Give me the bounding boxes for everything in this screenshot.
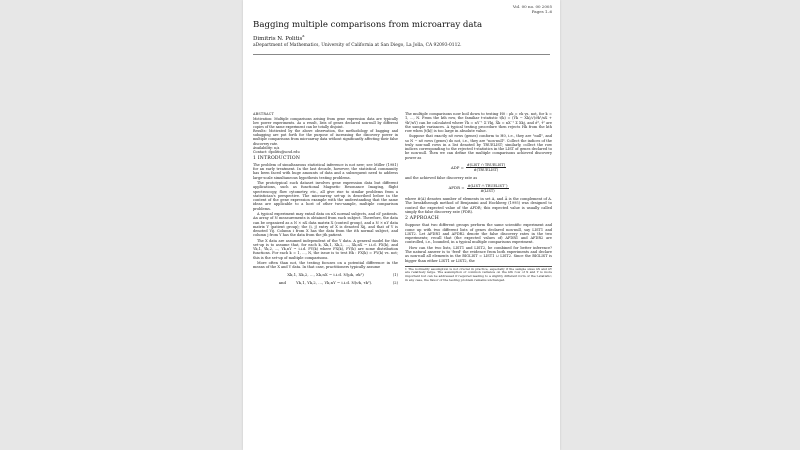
afdr-fraction bbox=[467, 184, 509, 194]
body-paragraph: Suppose that two different groups perform the same scientific experiment and come up with two different lists of genes declared non-null, say LIST1 and LIST2. Let AFDR1 and AFDR2 denote the false discovery rates in the two experiments; recall that (the expected values of) AFDR1 and AFDR2 are controlled, i.e., bounded, in a typical multiple comparisons experiment. bbox=[405, 223, 552, 245]
intro-paragraph: The problem of simultaneous statistical inference is not new; see Miller (1981) for an early treatment. In the last decade, however, the statistical community has been faced with huge amounts of data and a subsequent need to address large-scale simultaneous hypothesis testing problems. bbox=[253, 162, 398, 180]
abstract-contact: Contact: dpolitis@ucsd.edu bbox=[253, 149, 300, 154]
paper-page bbox=[243, 0, 560, 450]
footnote-text: 1 The normality assumption is not crucial in practice, especially if the sample sizes nX and nY are relatively large. The assumption of common variance on the kth row of X and Y is more important but can be addressed if required leading to a slightly different form of the t-statistic; in any case, the flavor of the testing problem remains unchanged. bbox=[405, 266, 552, 282]
body-paragraph: Suppose that exactly n0 rows (genes) conform to H0, i.e., they are "null", and so N − n0 rows (genes) do not, i.e., they are "non-null". Collect the indices of the truly non-null rows in a list denoted by TRUELIST; similarly, collect the row indices corresponding to the rejected t-statistics in the LIST of genes declared to be non-null. Then we can define the multiple comparisons achieved discovery power as bbox=[405, 134, 552, 160]
adp-lhs: ADP = bbox=[450, 164, 464, 170]
right-column bbox=[405, 112, 552, 282]
affiliation: aDepartment of Mathematics, University of California at San Diego, La Jolla, CA 92093-0112. bbox=[253, 43, 462, 48]
equation-1-body: Xk,1, Xk,2, ..., Xk,nX ~ i.i.d. N(μk, σk²) bbox=[287, 271, 364, 277]
equation-2-prefix: and bbox=[278, 279, 287, 285]
left-column bbox=[253, 112, 398, 289]
equation-1 bbox=[253, 273, 398, 277]
afdr-equation bbox=[405, 184, 552, 194]
body-paragraph: The multiple comparisons now boil down to testing H0 : μk = νk vs. not, for k = 1, ..., N. From the kth row, the familiar t-statistic t(k) = (Ȳk − X̄k)/√(σ̂k²/nX + τ̂k²/nY) can be calculated where Ȳk = nY⁻¹ Σ Ykj, X̄k = nX⁻¹ Σ Xkj, and σ̂², τ̂² are the sample variances. A typical testing procedure then rejects Hk from the kth row when |t(k)| is too large in absolute value. bbox=[405, 112, 552, 133]
abstract-label: ABSTRACT bbox=[253, 112, 274, 116]
intro-paragraph: The prototypical such dataset involves gene expression data but different applications, such as functional Magnetic Resonance Imaging, flight spectroscopy, flow cytometry, etc., all give rise to similar problems from a statistician's perspective. The microarray set-up is described below in the context of the gene expression example with the understanding that the same ideas are applicable to a host of other two-sample, multiple comparison problems. bbox=[253, 181, 398, 211]
adp-numerator: #(LIST ∩ TRUELIST) bbox=[466, 162, 506, 167]
journal-header bbox=[513, 4, 552, 14]
body-paragraph: where #(A) denotes number of elements in set A, and Ā is the complement of A. The breakthrough method of Benjamini and Hochberg (1995) was designed to control the expected value of the AFDR; this expected value is usually called simply the false discovery rate (FDR). bbox=[405, 197, 552, 214]
equation-2-number: (2) bbox=[392, 280, 398, 285]
equation-1-number: (1) bbox=[392, 272, 398, 277]
abstract-motivation: Motivation: Multiple comparisons arising from gene expression data are typically low power experiments. As a result, lists of genes declared non-null by different copies of the same experiment can be totally disjoint. bbox=[253, 117, 398, 130]
afdr-denominator: #(LIST) bbox=[480, 188, 495, 193]
footnote bbox=[405, 266, 552, 282]
intro-heading: 1 INTRODUCTION bbox=[253, 155, 301, 161]
equation-2 bbox=[253, 281, 398, 285]
afdr-numerator: #(LIST ∩ TRUELIST‾) bbox=[467, 183, 508, 188]
author-name: Dimitris N. Politis bbox=[253, 35, 303, 42]
approach-heading: 2 APPROACH bbox=[405, 216, 439, 222]
paper-title: Bagging multiple comparisons from microarray data bbox=[253, 20, 483, 30]
page-range: Pages 1–6 bbox=[531, 9, 552, 14]
adp-equation bbox=[405, 163, 552, 173]
abstract-availability: Availability: n/a bbox=[253, 145, 280, 150]
journal-volume: Vol. 00 no. 00 2005 bbox=[512, 4, 552, 9]
adp-fraction bbox=[466, 163, 506, 173]
intro-paragraph: A typical experiment may entail data on nX normal subjects, and nY patients. An array of N measurements is obtained from each subject. Therefore, the data can be organized as a N × nX data matrix X (control group), and a N × nY data matrix Y (patient group); the (i, j) entry of X is denoted Xij, and that of Y is denoted Yij. Column i from X has the data from the ith normal subject, and column j from Y has the data from the jth patient. bbox=[253, 212, 398, 238]
abstract-results: Results: Motivated by the above observation, the methodology of bagging and subagging are put forth for the purpose of increasing the discovery power in multiple comparisons from microarray data without significantly affecting their false discovery rate. bbox=[253, 129, 398, 146]
author-mark: a bbox=[302, 34, 305, 38]
equation-2-body: Yk,1, Yk,2, ..., Yk,nY ~ i.i.d. N(νk, τk²). bbox=[296, 279, 373, 285]
adp-denominator: #(TRUELIST) bbox=[473, 168, 499, 173]
intro-paragraph: The X data are assumed independent of the Y data. A general model for this set-up is to assume that, for each k, Xk,1, Xk,2, ..., Xk,nX ~ i.i.d. FX(k), and Yk,1, Yk,2, ..., Yk,nY ~ i.i.d. FY(k) where FX(k), FY(k) are some distribution functions. For each k = 1, ..., N, the issue is to test Hk : FX(k) = FY(k) vs. not; this is the set-up of multiple comparisons. bbox=[253, 238, 398, 260]
title-divider bbox=[253, 54, 550, 55]
intro-paragraph: More often than not, the testing focuses on a potential difference in the means of the X and Y data. In that case, practitioners typically assume bbox=[253, 261, 398, 270]
body-paragraph: and the achieved false discovery rate as bbox=[405, 176, 478, 181]
abstract bbox=[253, 112, 398, 154]
afdr-lhs: AFDR = bbox=[448, 185, 465, 191]
author-line bbox=[253, 34, 304, 42]
body-paragraph: How can the two lists, LIST1 and LIST2, be combined for better inference? The natural answer is to 'feed' the evidence from both experiments and declare as non-null all elements in the BIGLIST = LIST1 ∪ LIST2. Since the BIGLIST is bigger than either LIST1 or LIST2, the bbox=[405, 245, 552, 263]
